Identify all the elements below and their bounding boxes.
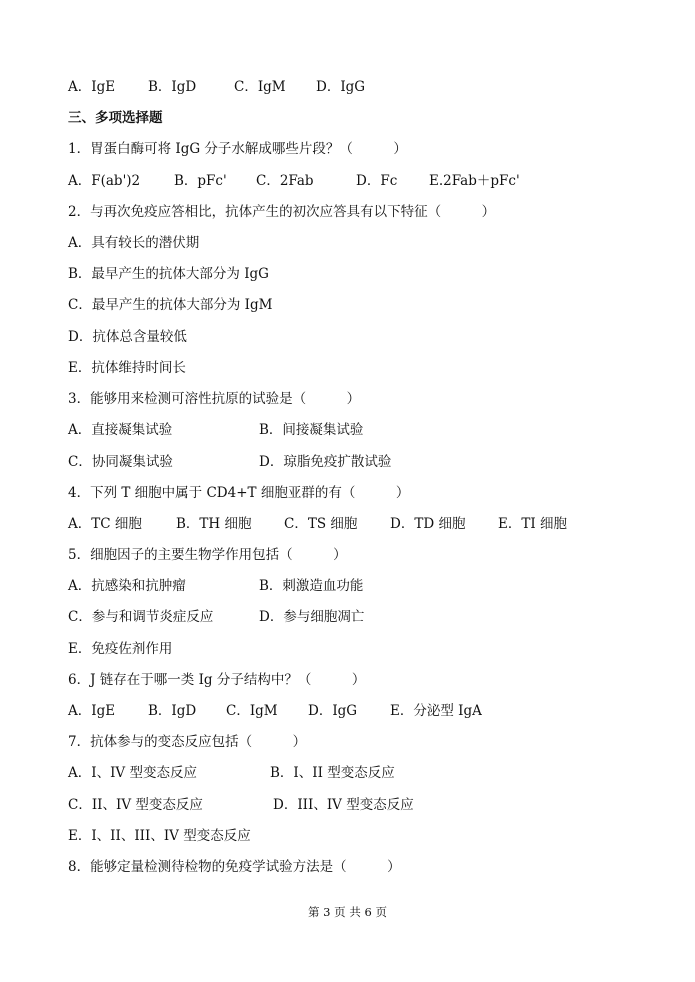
question-2: 2．与再次免疫应答相比，抗体产生的初次应答具有以下特征（ ）: [68, 204, 496, 220]
option-a: A．TC 细胞: [68, 516, 142, 532]
option-b: B．刺激造血功能: [259, 578, 364, 594]
option-b: B．pFc': [174, 173, 227, 189]
option-e: E．TI 细胞: [498, 516, 567, 532]
question-4: 4．下列 T 细胞中属于 CD4+T 细胞亚群的有（ ）: [68, 485, 410, 501]
option-b: B．间接凝集试验: [259, 422, 364, 438]
option-b: B．I、II 型变态反应: [270, 765, 395, 781]
option-d: D．IgG: [308, 703, 358, 719]
question-6: 6．J 链存在于哪一类 Ig 分子结构中？（ ）: [68, 672, 366, 688]
question-7-option-e: E．I、II、III、IV 型变态反应: [68, 828, 251, 844]
option-c: C．参与和调节炎症反应: [68, 609, 214, 625]
option-d: D．琼脂免疫扩散试验: [259, 454, 392, 470]
option-c: C．TS 细胞: [284, 516, 358, 532]
option-d: D．TD 细胞: [390, 516, 466, 532]
option-d: D．IgG: [316, 79, 366, 95]
option-a: A．F(ab')2: [68, 173, 141, 189]
question-2-option-b: B．最早产生的抗体大部分为 IgG: [68, 266, 269, 282]
question-2-option-a: A．具有较长的潜伏期: [68, 235, 200, 251]
option-d: D．参与细胞凋亡: [259, 609, 365, 625]
option-e: E．分泌型 IgA: [390, 703, 482, 719]
option-a: A．抗感染和抗肿瘤: [68, 578, 186, 594]
option-c: C．协同凝集试验: [68, 454, 173, 470]
question-5: 5．细胞因子的主要生物学作用包括（ ）: [68, 547, 347, 563]
option-e: E.2Fab＋pFc': [429, 173, 520, 189]
option-c: C．II、IV 型变态反应: [68, 797, 203, 813]
question-1: 1．胃蛋白酶可将 IgG 分子水解成哪些片段？（ ）: [68, 141, 407, 157]
option-b: B．TH 细胞: [176, 516, 252, 532]
option-c: C．IgM: [234, 79, 286, 95]
question-3: 3．能够用来检测可溶性抗原的试验是（ ）: [68, 391, 361, 407]
question-2-option-e: E．抗体维持时间长: [68, 360, 186, 376]
option-a: A．I、IV 型变态反应: [68, 765, 197, 781]
page-footer: 第 3 页 共 6 页: [308, 905, 387, 919]
option-b: B．IgD: [148, 79, 197, 95]
section-title: 三、多项选择题: [68, 110, 163, 126]
question-8: 8．能够定量检测待检物的免疫学试验方法是（ ）: [68, 859, 401, 875]
option-d: D．III、IV 型变态反应: [273, 797, 414, 813]
option-c: C．2Fab: [256, 173, 314, 189]
question-5-option-e: E．免疫佐剂作用: [68, 641, 173, 657]
option-a: A．IgE: [68, 79, 116, 95]
question-2-option-d: D．抗体总含量较低: [68, 329, 187, 345]
option-a: A．直接凝集试验: [68, 422, 173, 438]
question-2-option-c: C．最早产生的抗体大部分为 IgM: [68, 297, 273, 313]
option-c: C．IgM: [226, 703, 278, 719]
option-b: B．IgD: [148, 703, 197, 719]
question-7: 7．抗体参与的变态反应包括（ ）: [68, 734, 307, 750]
option-a: A．IgE: [68, 703, 116, 719]
option-d: D．Fc: [356, 173, 398, 189]
